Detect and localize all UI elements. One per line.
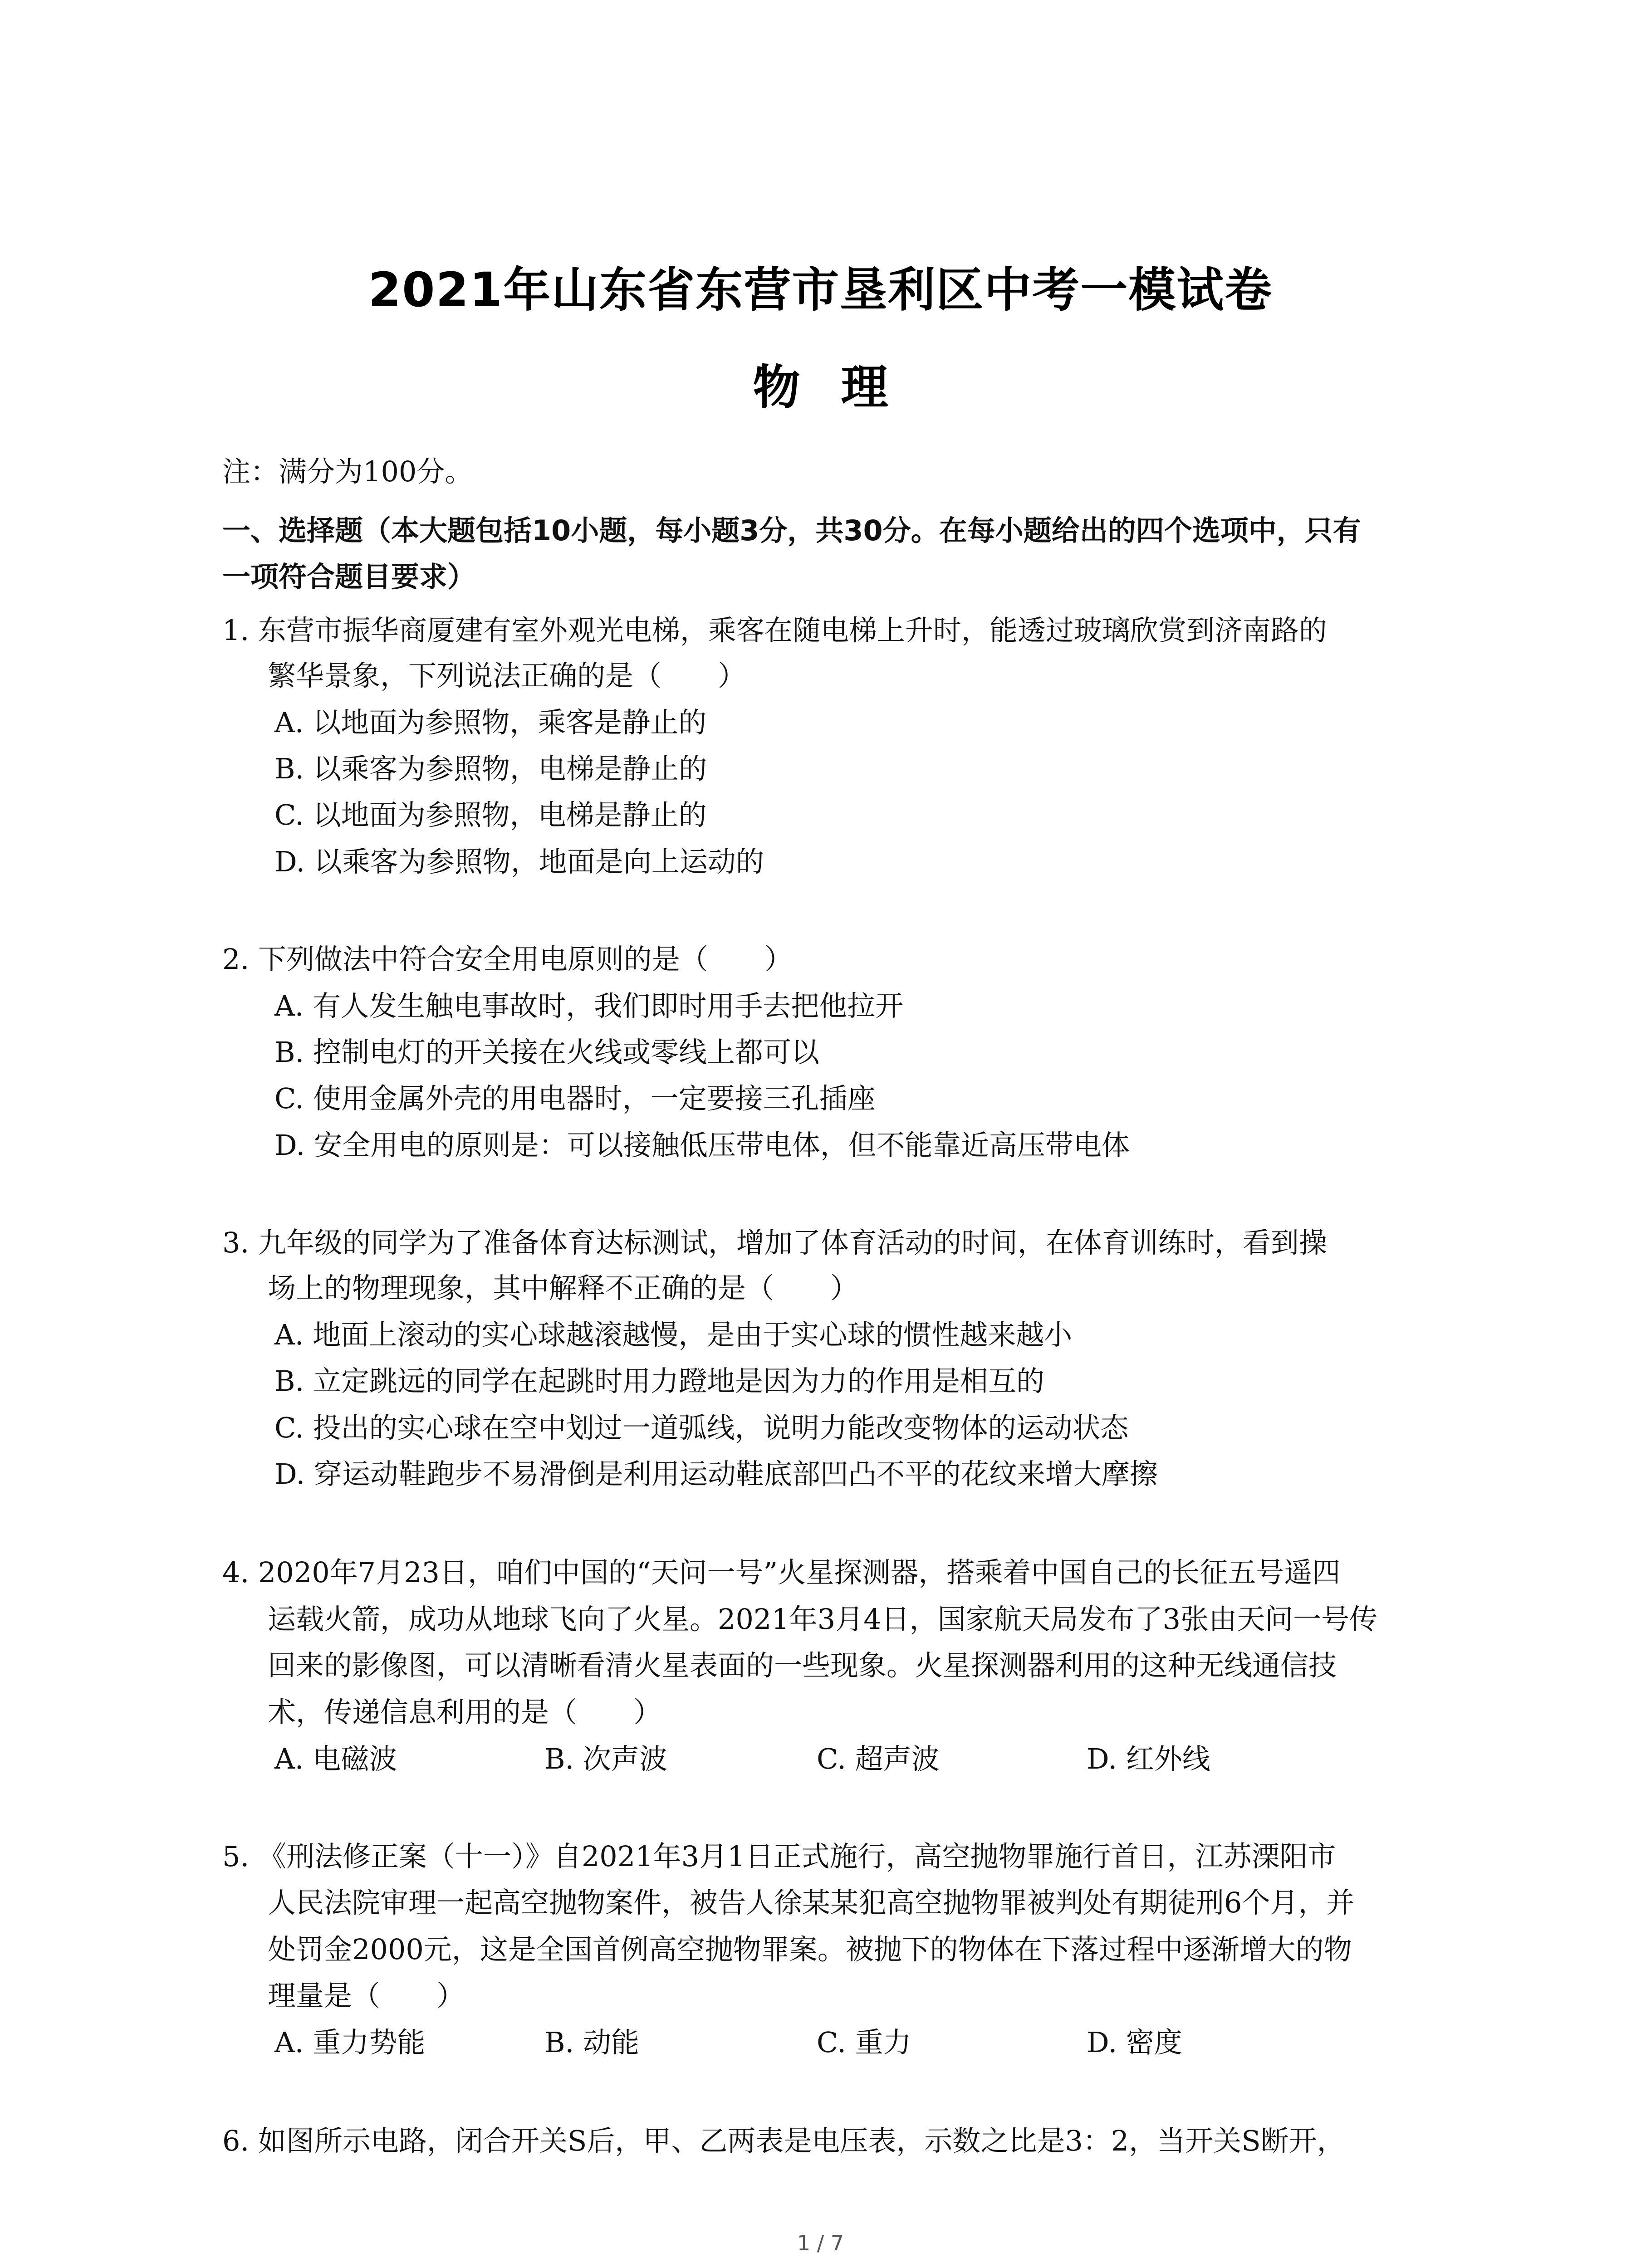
question-5-option-a: A. 重力势能: [274, 2026, 426, 2059]
question-1-option-a: A. 以地面为参照物，乘客是静止的: [274, 706, 707, 739]
question-1-option-b: B. 以乘客为参照物，电梯是静止的: [274, 752, 707, 785]
question-3-option-c: C. 投出的实心球在空中划过一道弧线，说明力能改变物体的运动状态: [274, 1411, 1129, 1444]
question-5-text-cont-1: 人民法院审理一起高空抛物案件，被告人徐某某犯高空抛物罪被判处有期徒刑6个月，并: [268, 1886, 1355, 1919]
question-1-option-c: C. 以地面为参照物，电梯是静止的: [274, 798, 707, 831]
question-2-option-b: B. 控制电灯的开关接在火线或零线上都可以: [274, 1036, 819, 1069]
question-5-option-b: B. 动能: [544, 2026, 639, 2059]
score-note: 注：满分为100分。: [222, 455, 473, 488]
exam-title: 2021年山东省东营市垦利区中考一模试卷: [368, 262, 1273, 318]
section-heading: 一、选择题（本大题包括10小题，每小题3分，共30分。在每小题给出的四个选项中，只有: [222, 514, 1361, 547]
question-5-text: 5. 《刑法修正案（十一）》自2021年3月1日正式施行，高空抛物罪施行首日，江苏溧阳市: [222, 1840, 1336, 1873]
question-4-option-d: D. 红外线: [1087, 1742, 1210, 1775]
question-3-option-b: B. 立定跳远的同学在起跳时用力蹬地是因为力的作用是相互的: [274, 1364, 1044, 1398]
question-3-option-d: D. 穿运动鞋跑步不易滑倒是利用运动鞋底部凹凸不平的花纹来增大摩擦: [274, 1457, 1158, 1491]
question-1-text: 1. 东营市振华商厦建有室外观光电梯，乘客在随电梯上升时，能透过玻璃欣赏到济南路的: [222, 614, 1327, 647]
question-5-option-c: C. 重力: [817, 2026, 911, 2059]
question-4-text: 4. 2020年7月23日，咱们中国的“天问一号”火星探测器，搭乘着中国自己的长征五号遥四: [222, 1556, 1341, 1589]
question-4-option-a: A. 电磁波: [274, 1742, 397, 1775]
question-4-option-c: C. 超声波: [817, 1742, 940, 1775]
question-2-option-d: D. 安全用电的原则是：可以接触低压带电体，但不能靠近高压带电体: [274, 1129, 1130, 1162]
question-4-text-cont-1: 运载火箭，成功从地球飞向了火星。2021年3月4日，国家航天局发布了3张由天问一号传: [268, 1603, 1378, 1636]
question-5-text-cont-2: 处罚金2000元，这是全国首例高空抛物罪案。被抛下的物体在下落过程中逐渐增大的物: [268, 1933, 1352, 1966]
question-3-option-a: A. 地面上滚动的实心球越滚越慢，是由于实心球的惯性越来越小: [274, 1318, 1073, 1351]
question-2-option-c: C. 使用金属外壳的用电器时，一定要接三孔插座: [274, 1082, 876, 1115]
question-6-text: 6. 如图所示电路，闭合开关S后，甲、乙两表是电压表，示数之比是3：2，当开关S断开，: [222, 2124, 1345, 2157]
question-4-text-cont-2: 回来的影像图，可以清晰看清火星表面的一些现象。火星探测器利用的这种无线通信技: [268, 1649, 1337, 1682]
question-5-text-cont-3: 理量是（ ）: [268, 1979, 465, 2012]
question-1-text-cont: 繁华景象，下列说法正确的是（ ）: [268, 659, 746, 692]
page-number: 1 / 7: [797, 2231, 844, 2255]
section-heading-cont: 一项符合题目要求）: [222, 560, 476, 593]
question-4-text-cont-3: 术，传递信息利用的是（ ）: [268, 1696, 662, 1729]
subject-title: 物理: [753, 360, 929, 415]
question-5-option-d: D. 密度: [1087, 2026, 1182, 2059]
question-1-option-d: D. 以乘客为参照物，地面是向上运动的: [274, 845, 764, 878]
question-3-text: 3. 九年级的同学为了准备体育达标测试，增加了体育活动的时间，在体育训练时，看到操: [222, 1226, 1327, 1259]
question-2-text: 2. 下列做法中符合安全用电原则的是（ ）: [222, 943, 793, 976]
question-4-option-b: B. 次声波: [544, 1742, 667, 1775]
question-2-option-a: A. 有人发生触电事故时，我们即时用手去把他拉开: [274, 989, 904, 1022]
question-3-text-cont: 场上的物理现象，其中解释不正确的是（ ）: [268, 1271, 859, 1305]
